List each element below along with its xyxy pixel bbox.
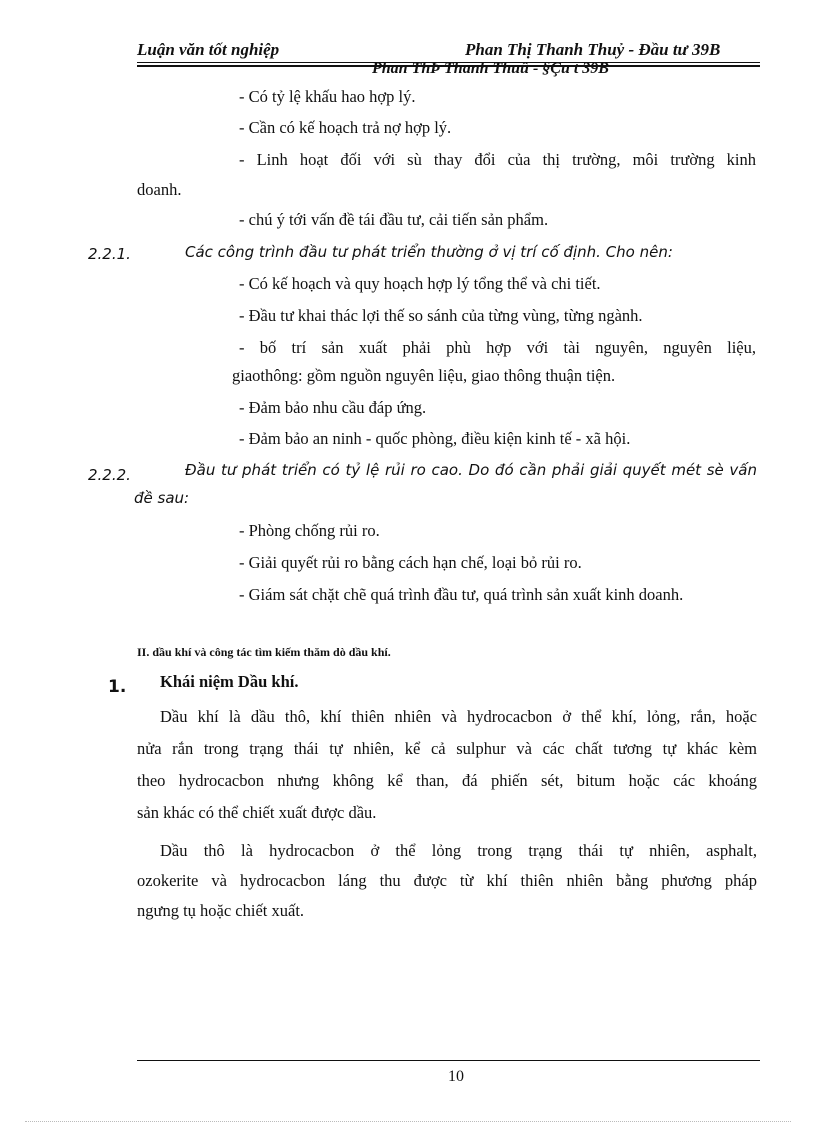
list-item: - Đảm bảo nhu cầu đáp ứng. [239,398,427,417]
section-title: Khái niệm Dầu khí. [160,672,299,691]
paragraph-line: Dầu khí là dầu thô, khí thiên nhiên và hydrocacbon ở thể khí, lỏng, rắn, hoặc [160,707,757,726]
paragraph-line: theo hydrocacbon nhưng không kể than, đá phiến sét, bitum hoặc các khoáng [137,771,757,790]
header-garbled-line: Phan ThÞ Thanh Thuû - §Çu t 39B [372,60,609,77]
list-item: - Đảm bảo an ninh - quốc phòng, điều kiện kinh tế - xã hội. [239,429,631,448]
footer-rule [137,1060,760,1061]
list-item: - Giám sát chặt chẽ quá trình đầu tư, quá trình sản xuất kinh doanh. [239,585,684,604]
list-item: - chú ý tới vấn đề tái đầu tư, cải tiến sản phẩm. [239,210,549,229]
list-item: - Có tỷ lệ khấu hao hợp lý. [239,87,416,106]
section-number: 2.2.1. [88,245,131,263]
section-number: 1. [108,677,127,697]
section-heading: Đầu tư phát triển có tỷ lệ rủi ro cao. Do đó cần phải giải quyết mét sè vấn [185,461,757,479]
list-item: - Giải quyết rủi ro bằng cách hạn chế, loại bỏ rủi ro. [239,553,582,572]
section-heading-continuation: đề sau: [134,489,190,507]
paragraph-line: sản khác có thể chiết xuất được dầu. [137,803,377,822]
header-left: Luận văn tốt nghiệp [137,40,280,59]
list-item-continuation: giaothông: gồm nguồn nguyên liệu, giao thông thuận tiện. [232,366,616,385]
paragraph-line: nửa rắn trong trạng thái tự nhiên, kể cả sulphur và các chất tương tự khác kèm [137,739,757,758]
section-heading: Các công trình đầu tư phát triển thường ở vị trí cố định. Cho nên: [185,243,673,261]
chapter-heading: II. dầu khí và công tác tìm kiếm thăm dò dầu khí. [137,645,391,659]
list-item: - bố trí sản xuất phải phù hợp với tài nguyên, nguyên liệu, [239,338,756,357]
paragraph-line: ozokerite và hydrocacbon láng thu được từ khí thiên nhiên bằng phương pháp [137,871,757,890]
paragraph-line: ngưng tụ hoặc chiết xuất. [137,901,305,920]
list-item: - Linh hoạt đối với sù thay đổi của thị trường, môi trường kinh [239,150,756,169]
paragraph-line: Dầu thô là hydrocacbon ở thể lỏng trong trạng thái tự nhiên, asphalt, [160,841,757,860]
list-item: - Phòng chống rủi ro. [239,521,380,540]
list-item: - Có kế hoạch và quy hoạch hợp lý tổng thể và chi tiết. [239,274,601,293]
list-item: - Cần có kế hoạch trả nợ hợp lý. [239,118,452,137]
list-item-continuation: doanh. [137,180,182,199]
section-number: 2.2.2. [88,466,131,484]
header-right: Phan Thị Thanh Thuỷ - Đầu tư 39B [465,40,721,59]
page-number: 10 [448,1068,464,1085]
page-edge-divider [25,1121,791,1122]
list-item: - Đầu tư khai thác lợi thế so sánh của từng vùng, từng ngành. [239,306,643,325]
